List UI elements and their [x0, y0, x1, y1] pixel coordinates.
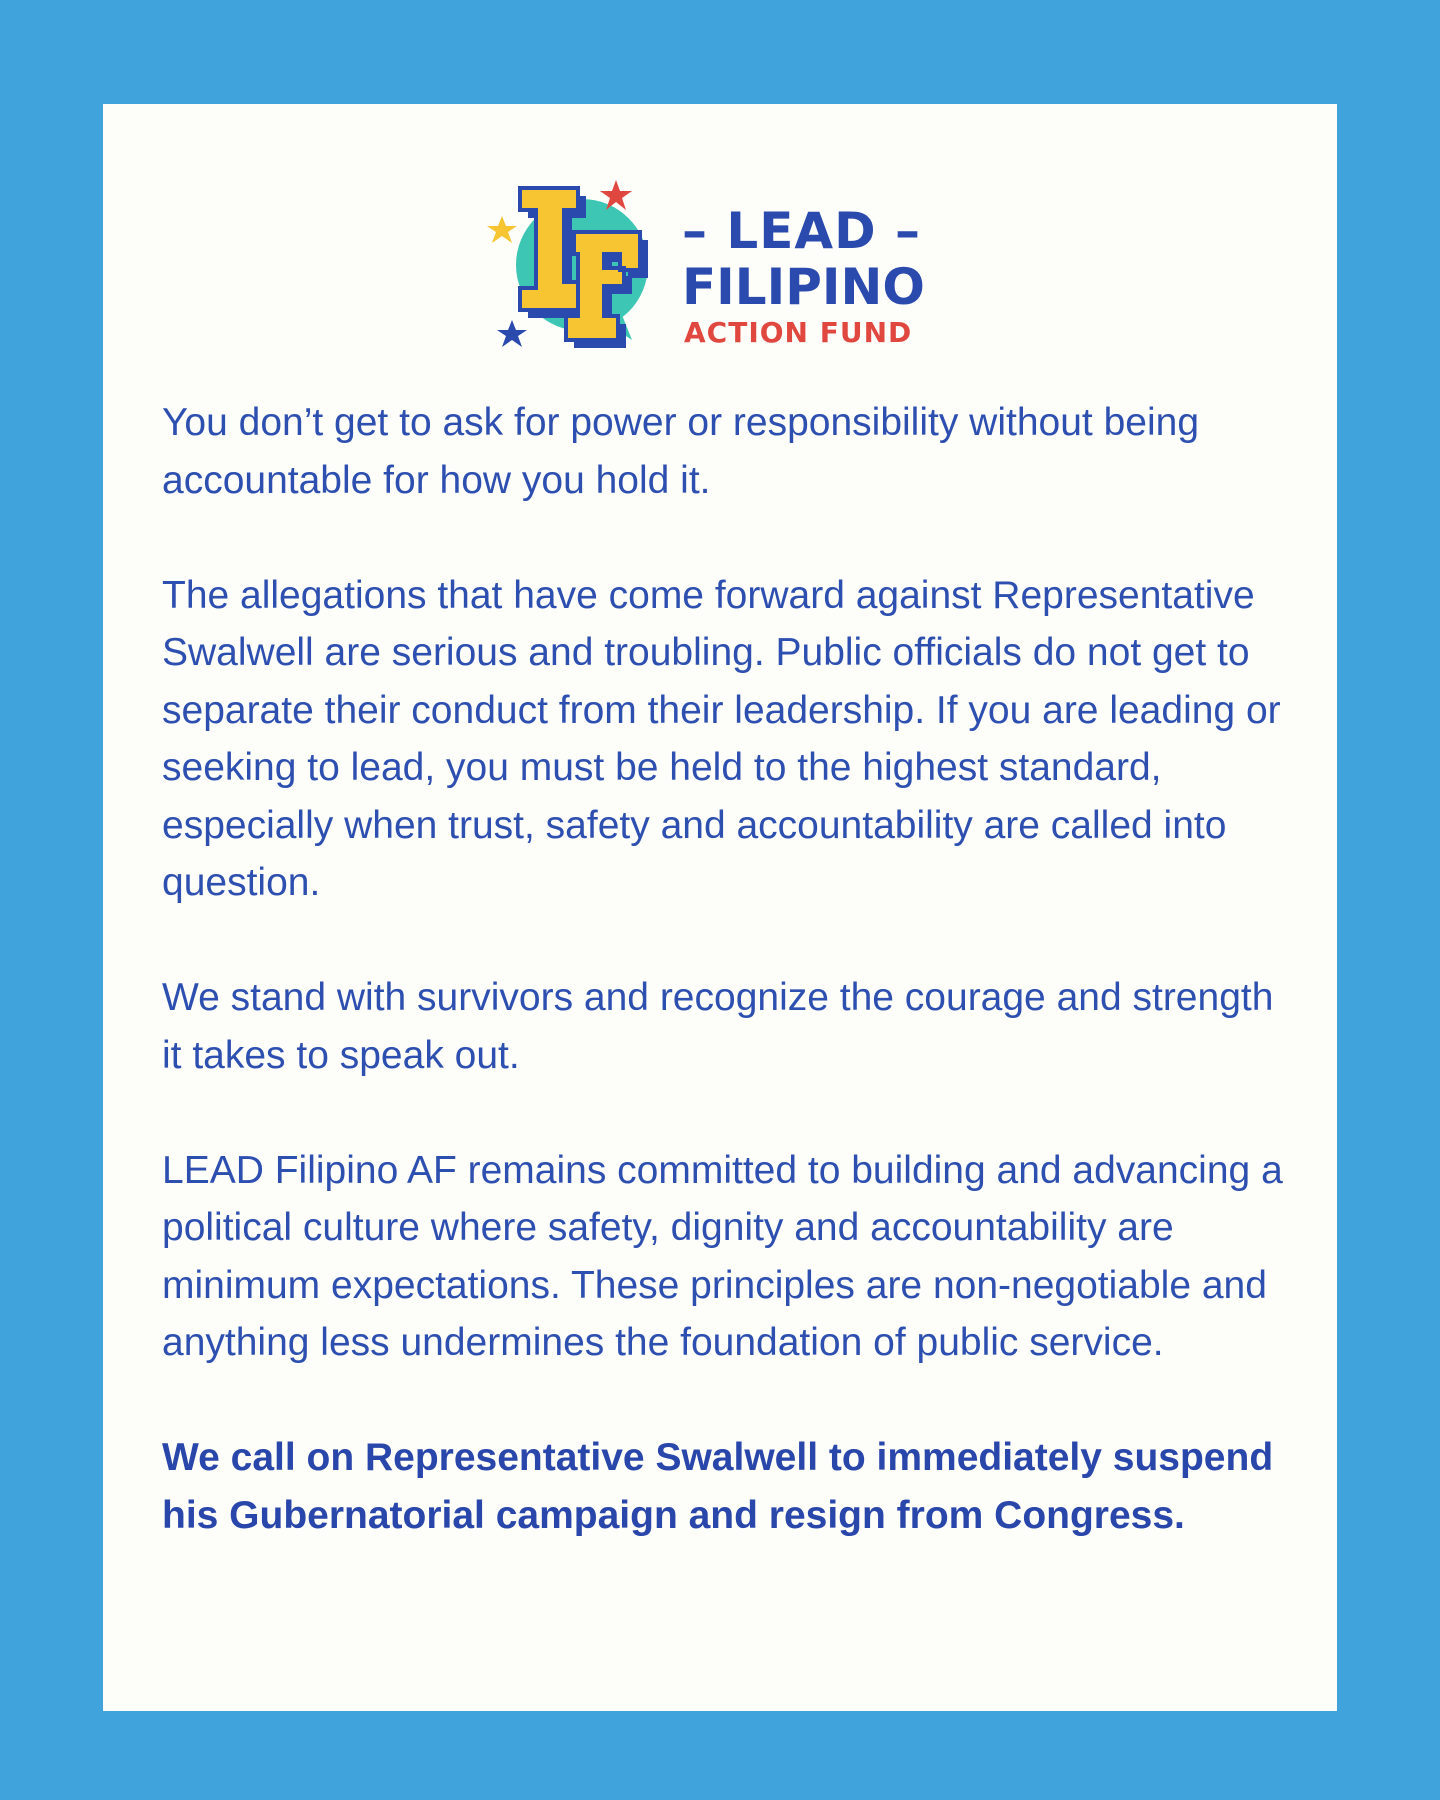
statement-paragraph-4: LEAD Filipino AF remains committed to building and advancing a political culture where safety, dignity and accountability are minimum expectations. These principles are non-negotiable and anything less undermines the foundation of public service.: [162, 1148, 1283, 1364]
logo-line-filipino: FILIPINO: [682, 258, 925, 316]
statement-closing-demand: We call on Representative Swalwell to immediately suspend his Gubernatorial campaign and resign from Congress.: [162, 1436, 1274, 1537]
logo-line-action-fund: ACTION FUND: [684, 316, 913, 349]
statement-card: [103, 104, 1337, 1711]
statement-paragraph-3: We stand with survivors and recognize the courage and strength it takes to speak out.: [162, 976, 1274, 1077]
statement-paragraph-2: The allegations that have come forward against Representative Swalwell are serious and troubling. Public officials do not get to separate their conduct from their leadership. If you are leading or seeking to lead, you must be held to the highest standard, especially when trust, safety and accountability are called into question.: [162, 573, 1281, 904]
statement-body: [162, 394, 1302, 1544]
lead-filipino-logo: [482, 170, 966, 360]
lf-monogram-icon: [482, 170, 672, 360]
statement-paragraph-1: You don’t get to ask for power or responsibility without being accountable for how you hold it.: [162, 401, 1200, 502]
logo-line-lead: – LEAD –: [682, 202, 922, 260]
